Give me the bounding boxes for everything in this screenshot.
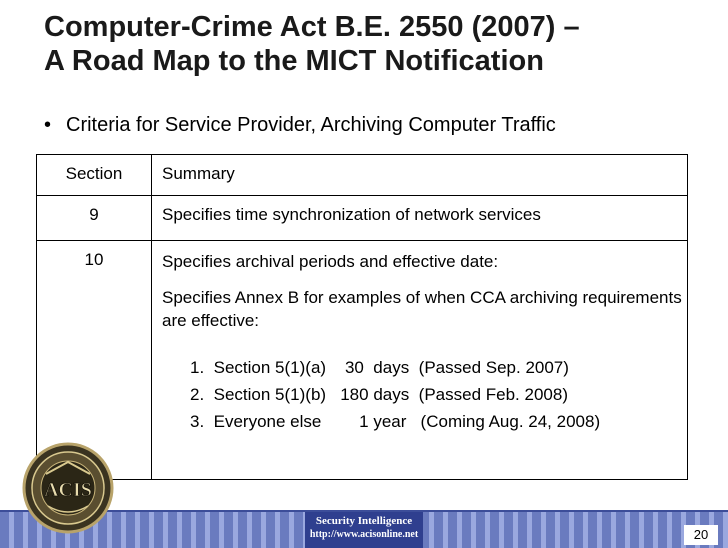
list-item: 3. Everyone else 1 year (Coming Aug. 24, 2008)	[190, 412, 601, 431]
acis-seal-logo	[22, 440, 114, 538]
footer-tagline: Security Intelligence	[315, 515, 413, 527]
header-section-label: Section	[65, 164, 123, 183]
criteria-table	[36, 154, 688, 480]
header-cell-summary	[152, 155, 688, 196]
list-item: 1. Section 5(1)(a) 30 days (Passed Sep. 2007)	[190, 358, 569, 377]
page-number: 20	[684, 525, 718, 545]
row-summary-paragraph: Specifies archival periods and effective date:	[162, 252, 499, 271]
logo-text: ACIS	[44, 479, 92, 501]
table-row	[37, 196, 688, 241]
bullet-point	[44, 114, 556, 137]
list-item: 2. Section 5(1)(b) 180 days (Passed Feb. 2008)	[190, 385, 568, 404]
table-header-row	[37, 155, 688, 196]
row-summary-text: Specifies time synchronization of network services	[162, 205, 541, 224]
row-summary-cell	[152, 241, 688, 480]
row-summary-paragraph: Specifies Annex B for examples of when CCA archiving requirements are effective:	[162, 288, 682, 330]
row-section-cell	[37, 196, 152, 241]
slide-title-line-1: Computer-Crime Act B.E. 2550 (2007) –	[44, 11, 580, 43]
row-section-number: 9	[89, 205, 99, 224]
archiving-requirement-list	[162, 354, 687, 435]
bullet-marker: •	[44, 114, 52, 136]
slide-title-line-2: A Road Map to the MICT Notification	[44, 45, 544, 77]
header-summary-label: Summary	[162, 164, 235, 183]
row-section-number: 10	[84, 250, 104, 269]
footer-url: http://www.acisonline.net	[309, 529, 419, 540]
footer-branding	[305, 512, 423, 548]
slide-title	[44, 10, 714, 78]
bullet-text: Criteria for Service Provider, Archiving Computer Traffic	[66, 114, 556, 136]
header-cell-section	[37, 155, 152, 196]
row-summary-cell	[152, 196, 688, 241]
table-row	[37, 241, 688, 480]
